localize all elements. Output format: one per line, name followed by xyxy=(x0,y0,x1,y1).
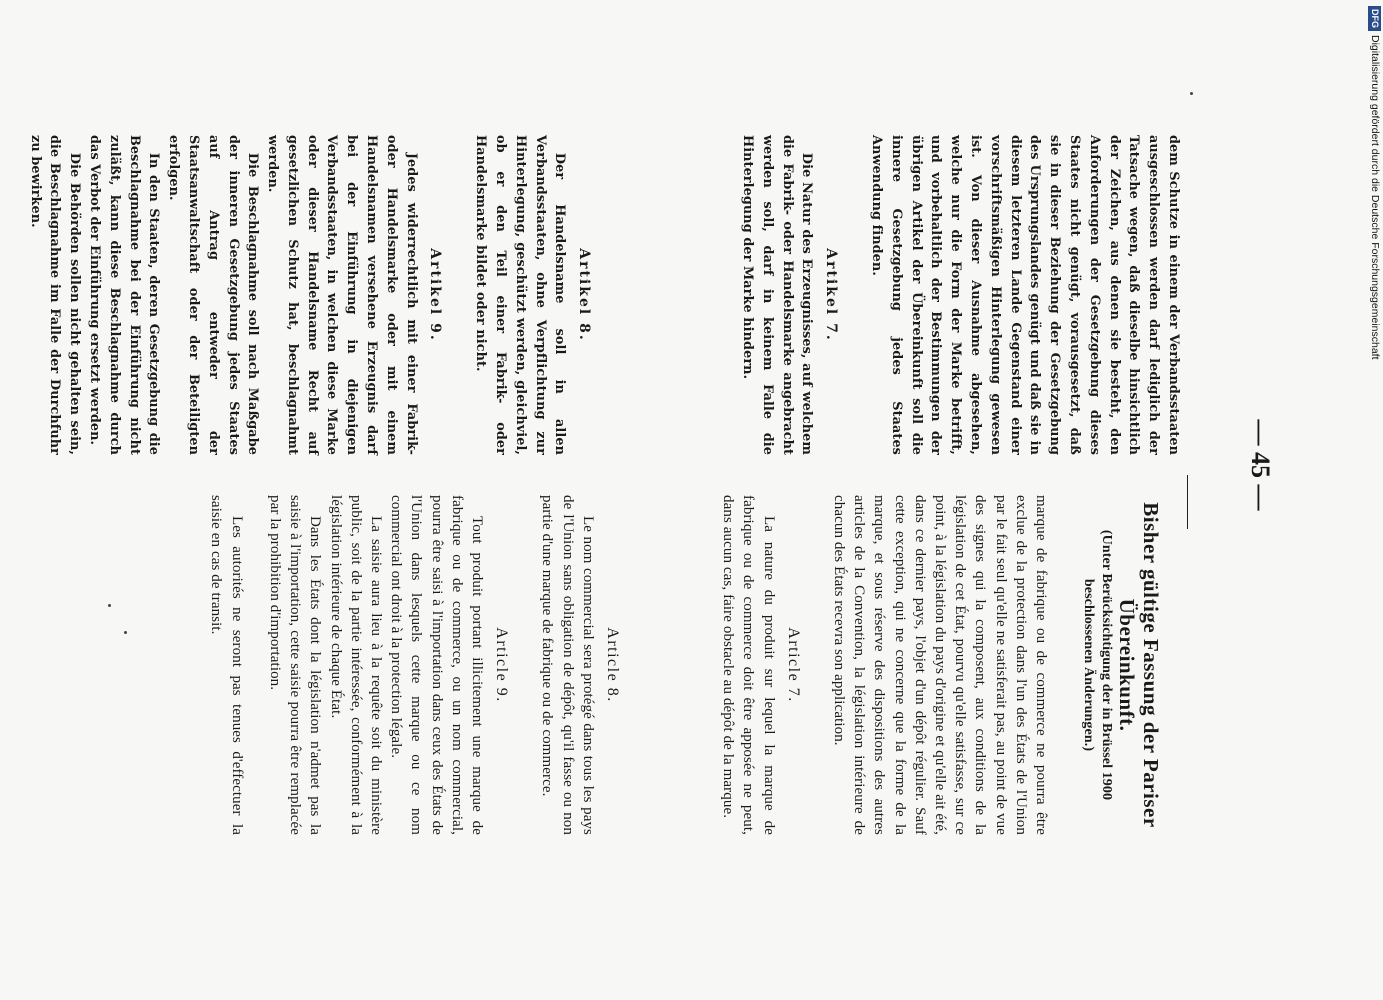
german-article-8-text: Der Handelsname soll in allen Verbandsstaaten, ohne Verpflichtung zur Hinterlegung, geschützt werden, gleichviel, ob er den Teil einer Fabrik- oder Handelsmarke bildet oder nicht. xyxy=(473,135,568,455)
dash-left: — xyxy=(1246,419,1275,446)
german-article-8-heading: Artikel 8. xyxy=(576,248,593,342)
header-rule xyxy=(1187,475,1188,529)
dash-right: — xyxy=(1246,484,1275,511)
german-article-9-p2: Die Beschlagnahme soll nach Maßgabe der inneren Gesetzgebung jedes Staates auf Antrag entweder der Staatsanwaltschaft oder der Beteiligten erfolgen. xyxy=(166,135,261,455)
scan-speck xyxy=(1190,92,1193,95)
column-subtitle: (Unter Berücksichtigung der in Brüssel 1900 beschlossenen Änderungen.) xyxy=(1081,529,1114,801)
german-article-9-p1: Jedes widerrechtlich mit einer Fabrik- oder Handelsmarke oder mit einem Handelsnamen versehene Erzeugnis darf bei der Einführung in diejenigen Verbandsstaaten, in welchen diese Marke oder dieser Handelsname Recht auf gesetzlichen Schutz hat, beschlagnahmt werden. xyxy=(265,135,419,455)
printed-page xyxy=(27,135,1283,855)
french-article-7-heading: Article 7. xyxy=(784,627,802,703)
digitization-credit-text: Digitalisierung gefördert durch die Deutsche Forschungsgemeinschaft xyxy=(1369,35,1381,360)
french-article-8-heading: Article 8. xyxy=(603,627,621,703)
german-intro-paragraph: dem Schutze in einem der Verbandsstaaten ausgeschlossen werden darf lediglich der Tatsache wegen, daß dieselbe hinsichtlich der Zeichen, aus denen sie besteht, den Anforderungen der Gesetzgebung dieses Staates nicht genügt, vorausgesetzt, daß sie in dieser Beziehung der Gesetzgebung des Ursprungslandes genügt und daß sie in diesem letzteren Lande Gegenstand einer vorschriftsmäßigen Hinterlegung gewesen ist. Von dieser Ausnahme abgesehen, welche nur die Form der Marke betrifft, und vorbehaltlich der Bestimmungen der übrigen Artikel der Übereinkunft soll die innere Gesetzgebung jedes Staates Anwendung finden. xyxy=(869,135,1181,455)
page-number xyxy=(1245,405,1275,525)
german-article-9-p3: In den Staaten, deren Gesetzgebung die Beschlagnahme bei der Einführung nicht zuläßt, kann diese Beschlagnahme durch das Verbot der Einführung ersetzt werden. xyxy=(86,135,162,455)
german-article-9-heading: Artikel 9. xyxy=(427,248,444,342)
french-article-9-p2: La saisie aura lieu à la requête soit du ministère public, soit de la partie intéressée, conformément à la législation intérieure de chaque État. xyxy=(327,495,384,835)
french-intro-paragraph: marque de fabrique ou de commerce ne pourra être exclue de la protection dans l'un des États de l'Union par le fait seul qu'elle ne satisferait pas, au point de vue des signes qui la composent, aux conditions de la législation de cet État, pourvu qu'elle satisfasse, sur ce point, à la législation du pays d'origine et qu'elle ait été, dans ce dernier pays, l'objet d'un dépôt régulier. Sauf cette exception, qui ne concerne que la forme de la marque, et sous réserve des dispositions des autres articles de la Convention, la législation intérieure de chacun des États recevra son application. xyxy=(830,495,1049,835)
column-title: Bisher gültige Fassung der Pariser Übereinkunft. xyxy=(1115,502,1163,828)
german-column xyxy=(27,135,1183,455)
dfg-logo: DFG xyxy=(1369,6,1382,31)
scan-speck xyxy=(108,604,111,607)
french-article-9-p4: Les autorités ne seront pas tenues d'effectuer la saisie en cas de transit. xyxy=(208,495,245,835)
german-article-9-p4: Die Behörden sollen nicht gehalten sein, die Beschlagnahme im Falle der Durchfuhr zu bewirken. xyxy=(27,135,83,455)
scan-speck xyxy=(124,631,127,634)
french-article-9-heading: Article 9. xyxy=(493,627,511,703)
french-article-9-p3: Dans les États dont la législation n'admet pas la saisie à l'importation, cette saisie pourra être remplacée par la prohibition d'importation. xyxy=(266,495,324,835)
german-article-7-heading: Artikel 7. xyxy=(823,248,840,342)
french-article-8-text: Le nom commercial sera protégé dans tous les pays de l'Union sans obligation de dépôt, qu'il fasse ou non partie d'une marque de fabrique ou de commerce. xyxy=(539,495,596,835)
french-article-9-p1: Tout produit portant illicitement une marque de fabrique ou de commerce, ou un nom commercial, pourra être saisi à l'importation dans ceux des États de l'Union dans lesquels cette marque ou ce nom commercial ont droit à la protection légale. xyxy=(388,495,485,835)
french-article-7-text: La nature du produit sur lequel la marque de fabrique ou de commerce doit être apposée ne peut, dans aucun cas, faire obstacle au dépôt de la marque. xyxy=(720,495,777,835)
french-column xyxy=(183,495,1183,835)
page-number-value: 45 xyxy=(1246,452,1275,478)
german-article-7-text: Die Natur des Erzeugnisses, auf welchem die Fabrik- oder Handelsmarke angebracht werden soll, darf in keinem Falle die Hinterlegung der Marke hindern. xyxy=(740,135,815,455)
digitization-credit xyxy=(1366,6,1382,994)
